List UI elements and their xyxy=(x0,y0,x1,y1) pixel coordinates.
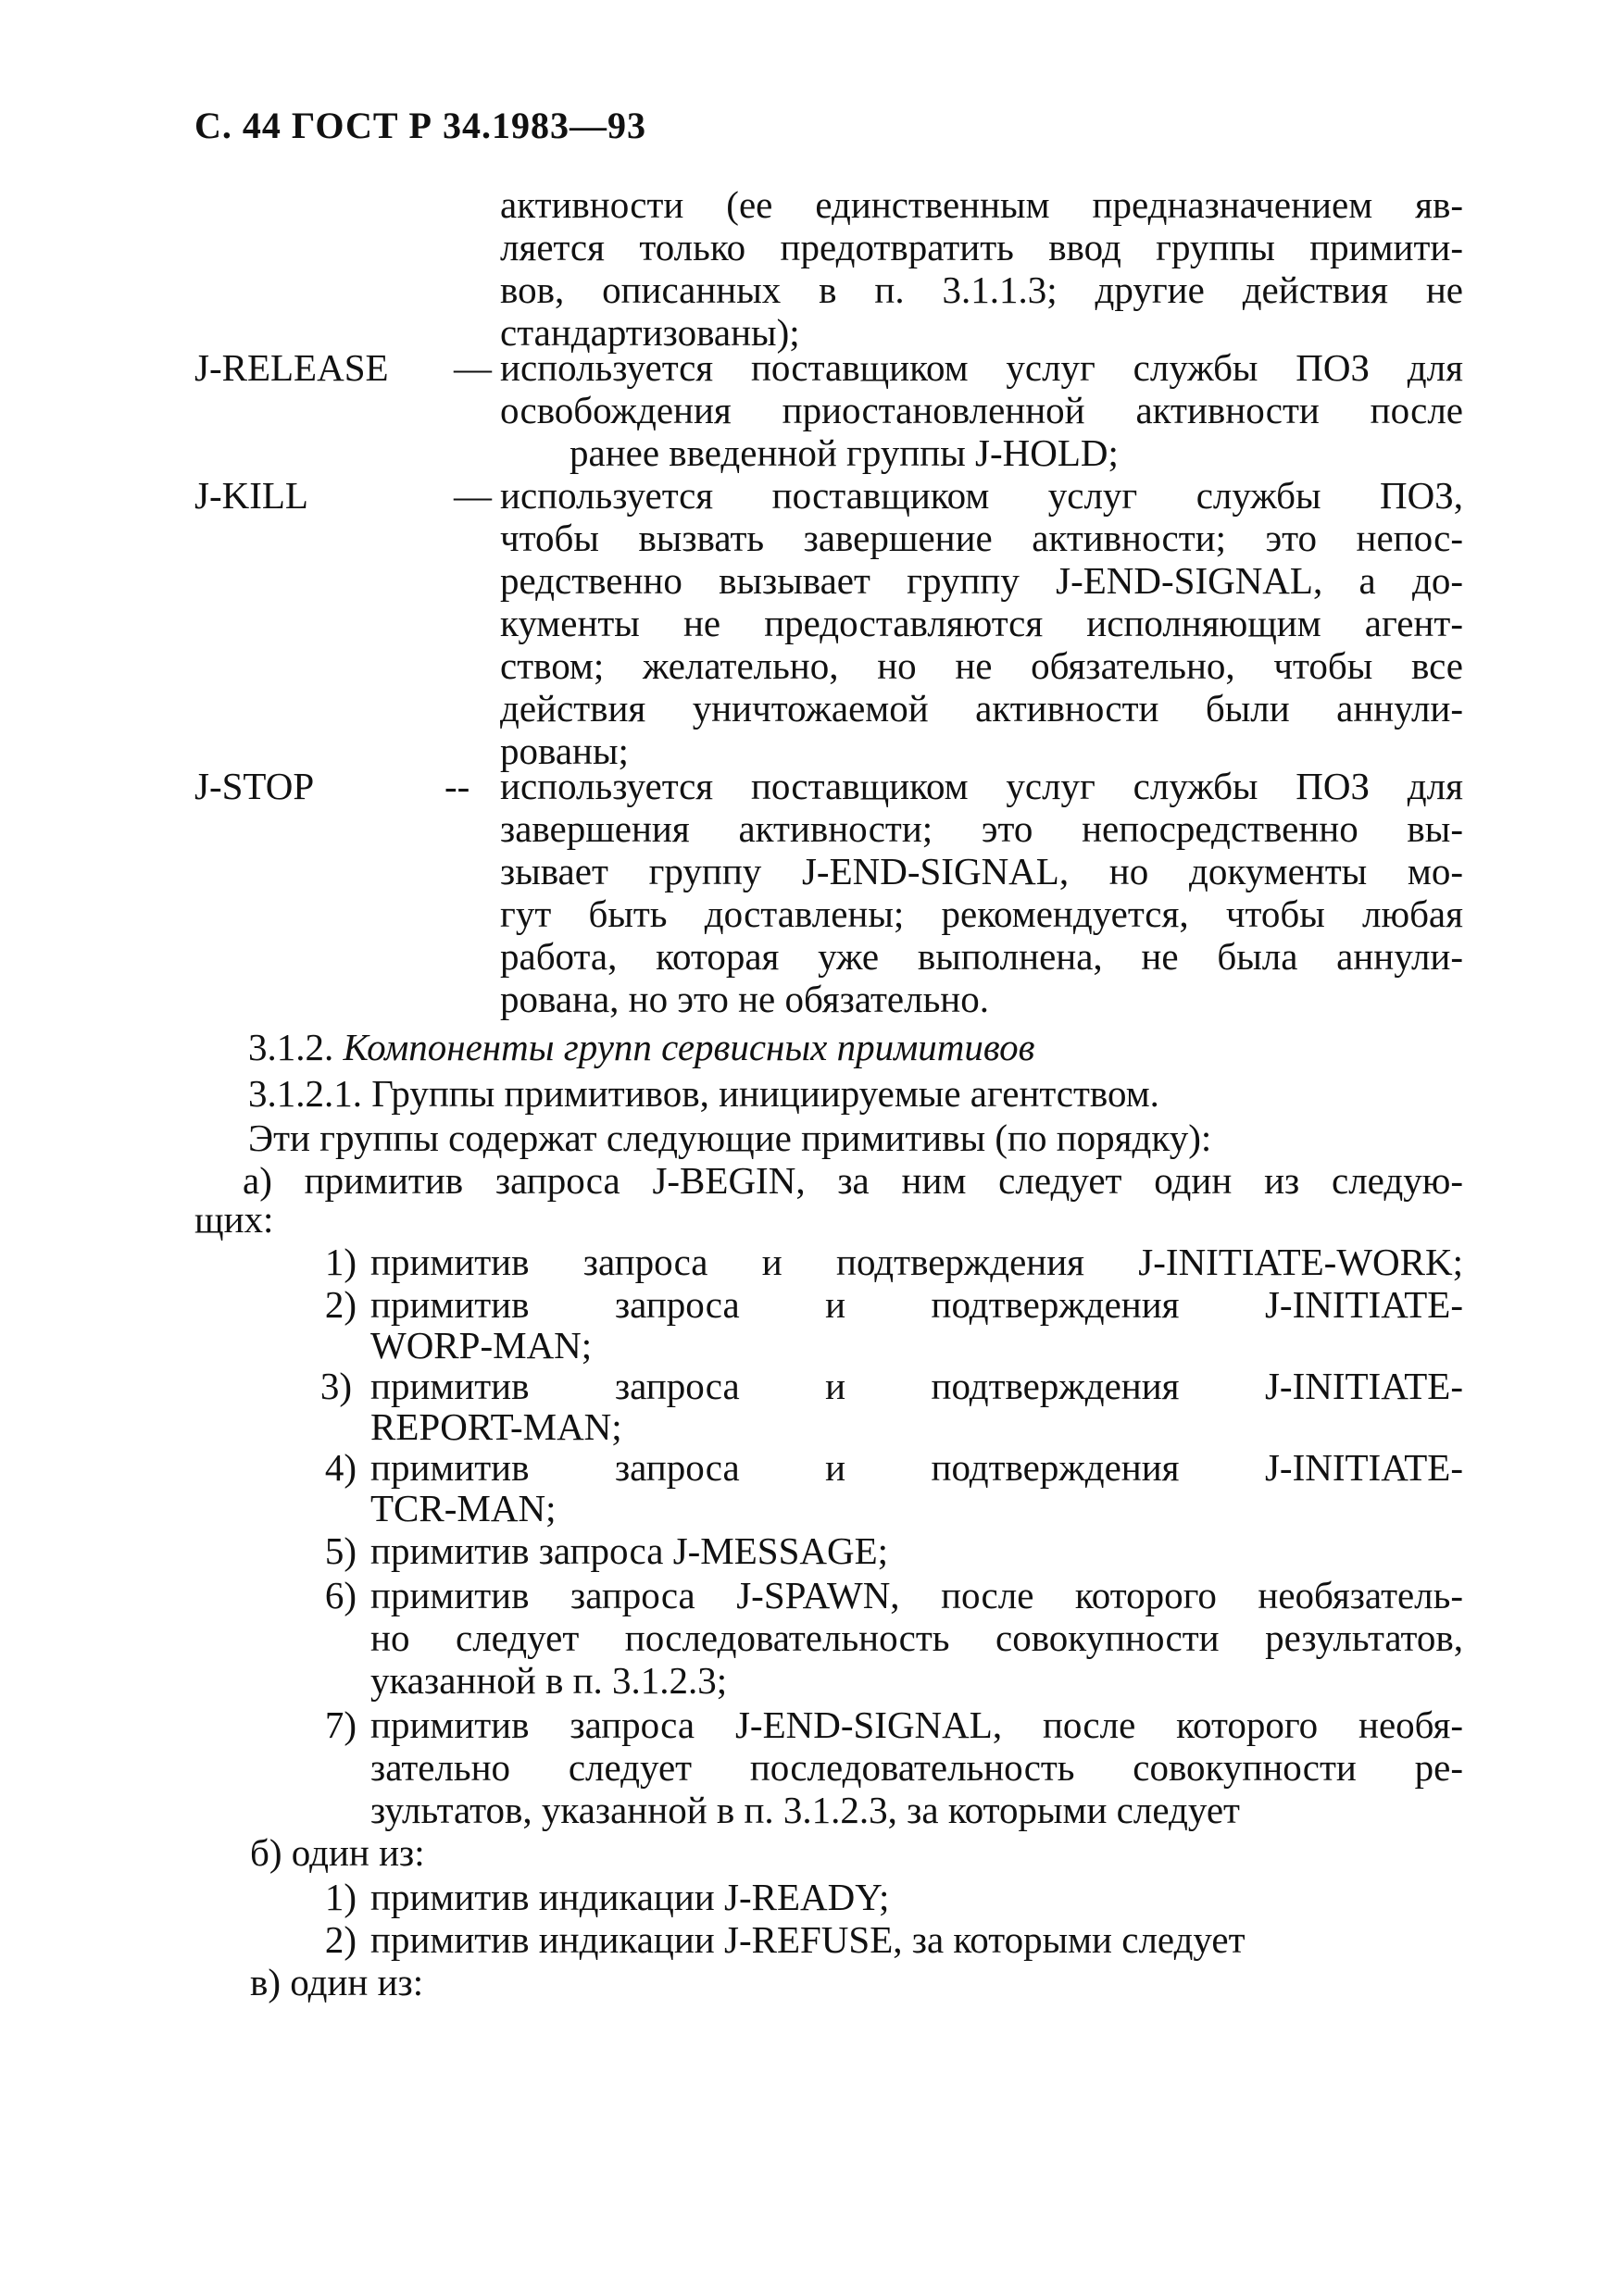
list-number: 1) xyxy=(324,1876,357,1918)
list-item-line: TCR-MAN; xyxy=(370,1487,557,1529)
groups-intro: Эти группы содержат следующие примитивы (по порядку): xyxy=(248,1117,1212,1159)
section-heading xyxy=(248,1026,1034,1068)
term-kill: J-KILL xyxy=(194,474,308,517)
definition-line: зывает группу J-END-SIGNAL, но документы мо- xyxy=(500,850,1463,892)
item-c: в) один из: xyxy=(250,1961,424,2003)
subsection-heading: 3.1.2.1. Группы примитивов, инициируемые агентством. xyxy=(248,1072,1159,1115)
item-b: б) один из: xyxy=(250,1831,425,1874)
page-header: С. 44 ГОСТ Р 34.1983—93 xyxy=(194,105,646,146)
list-item-line: примитив индикации J-REFUSE, за которыми следует xyxy=(370,1918,1246,1961)
list-item-line: примитив запроса и подтверждения J-INITIATE- xyxy=(370,1446,1463,1489)
item-a-line: щих: xyxy=(194,1198,274,1241)
term-dash: — xyxy=(454,346,492,389)
term-dash: — xyxy=(454,474,492,517)
definition-line: используется поставщиком услуг службы ПОЗ для xyxy=(500,346,1463,389)
item-a-line: а) примитив запроса J-BEGIN, за ним следует один из следую- xyxy=(243,1159,1463,1202)
section-title: Компоненты групп сервисных примитивов xyxy=(343,1026,1035,1068)
definition-line: гут быть доставлены; рекомендуется, чтобы любая xyxy=(500,892,1463,935)
list-item-line: зательно следует последовательность совокупности ре- xyxy=(370,1746,1463,1789)
list-number: 2) xyxy=(324,1283,357,1326)
definition-line: освобождения приостановленной активности после xyxy=(500,389,1463,431)
list-item-line: указанной в п. 3.1.2.3; xyxy=(370,1659,728,1702)
list-item-line: REPORT-MAN; xyxy=(370,1405,622,1448)
list-item-line: но следует последовательность совокупности результатов, xyxy=(370,1616,1463,1659)
definition-line: ством; желательно, но не обязательно, чтобы все xyxy=(500,644,1463,687)
list-item-line: примитив запроса J-END-SIGNAL, после которого необя- xyxy=(370,1703,1463,1746)
intro-line: стандартизованы); xyxy=(500,311,800,354)
definition-line: рована, но это не обязательно. xyxy=(500,978,989,1020)
definition-line: используется поставщиком услуг службы ПОЗ, xyxy=(500,474,1463,517)
term-dash: -- xyxy=(444,765,470,807)
intro-line: ляется только предотвратить ввод группы примити- xyxy=(500,226,1463,268)
section-number: 3.1.2. xyxy=(248,1026,334,1068)
definition-line: ранее введенной группы J-HOLD; xyxy=(570,431,1119,474)
definition-line: действия уничтожаемой активности были аннули- xyxy=(500,687,1463,730)
list-item-line: зультатов, указанной в п. 3.1.2.3, за которыми следует xyxy=(370,1789,1240,1831)
list-item-line: примитив запроса и подтверждения J-INITIATE- xyxy=(370,1365,1463,1407)
definition-line: завершения активности; это непосредственно вы- xyxy=(500,807,1463,850)
list-number: 5) xyxy=(324,1529,357,1572)
list-number: 2) xyxy=(324,1918,357,1961)
list-number: 1) xyxy=(324,1241,357,1283)
definition-line: рованы; xyxy=(500,730,629,772)
list-item-line: примитив индикации J-READY; xyxy=(370,1876,890,1918)
definition-line: работа, которая уже выполнена, не была аннули- xyxy=(500,935,1463,978)
list-item-line: примитив запроса и подтверждения J-INITIATE- xyxy=(370,1283,1463,1326)
intro-line: активности (ее единственным предназначением яв- xyxy=(500,183,1463,226)
definition-line: кументы не предоставляются исполняющим агент- xyxy=(500,602,1463,644)
definition-line: редственно вызывает группу J-END-SIGNAL, а до- xyxy=(500,559,1463,602)
list-item-line: примитив запроса J-SPAWN, после которого необязатель- xyxy=(370,1574,1463,1616)
term-stop: J-STOP xyxy=(194,765,315,807)
definition-line: используется поставщиком услуг службы ПОЗ для xyxy=(500,765,1463,807)
list-number: 4) xyxy=(324,1446,357,1489)
list-number: 7) xyxy=(324,1703,357,1746)
list-item-line: примитив запроса J-MESSAGE; xyxy=(370,1529,889,1572)
intro-line: вов, описанных в п. 3.1.1.3; другие действия не xyxy=(500,268,1463,311)
list-number: 6) xyxy=(324,1574,357,1616)
term-release: J-RELEASE xyxy=(194,346,389,389)
list-item-line: WORP-MAN; xyxy=(370,1324,593,1366)
definition-line: чтобы вызвать завершение активности; это непос- xyxy=(500,517,1463,559)
list-item-line: примитив запроса и подтверждения J-INITIATE-WORK; xyxy=(370,1241,1463,1283)
list-number: 3) xyxy=(319,1365,352,1407)
